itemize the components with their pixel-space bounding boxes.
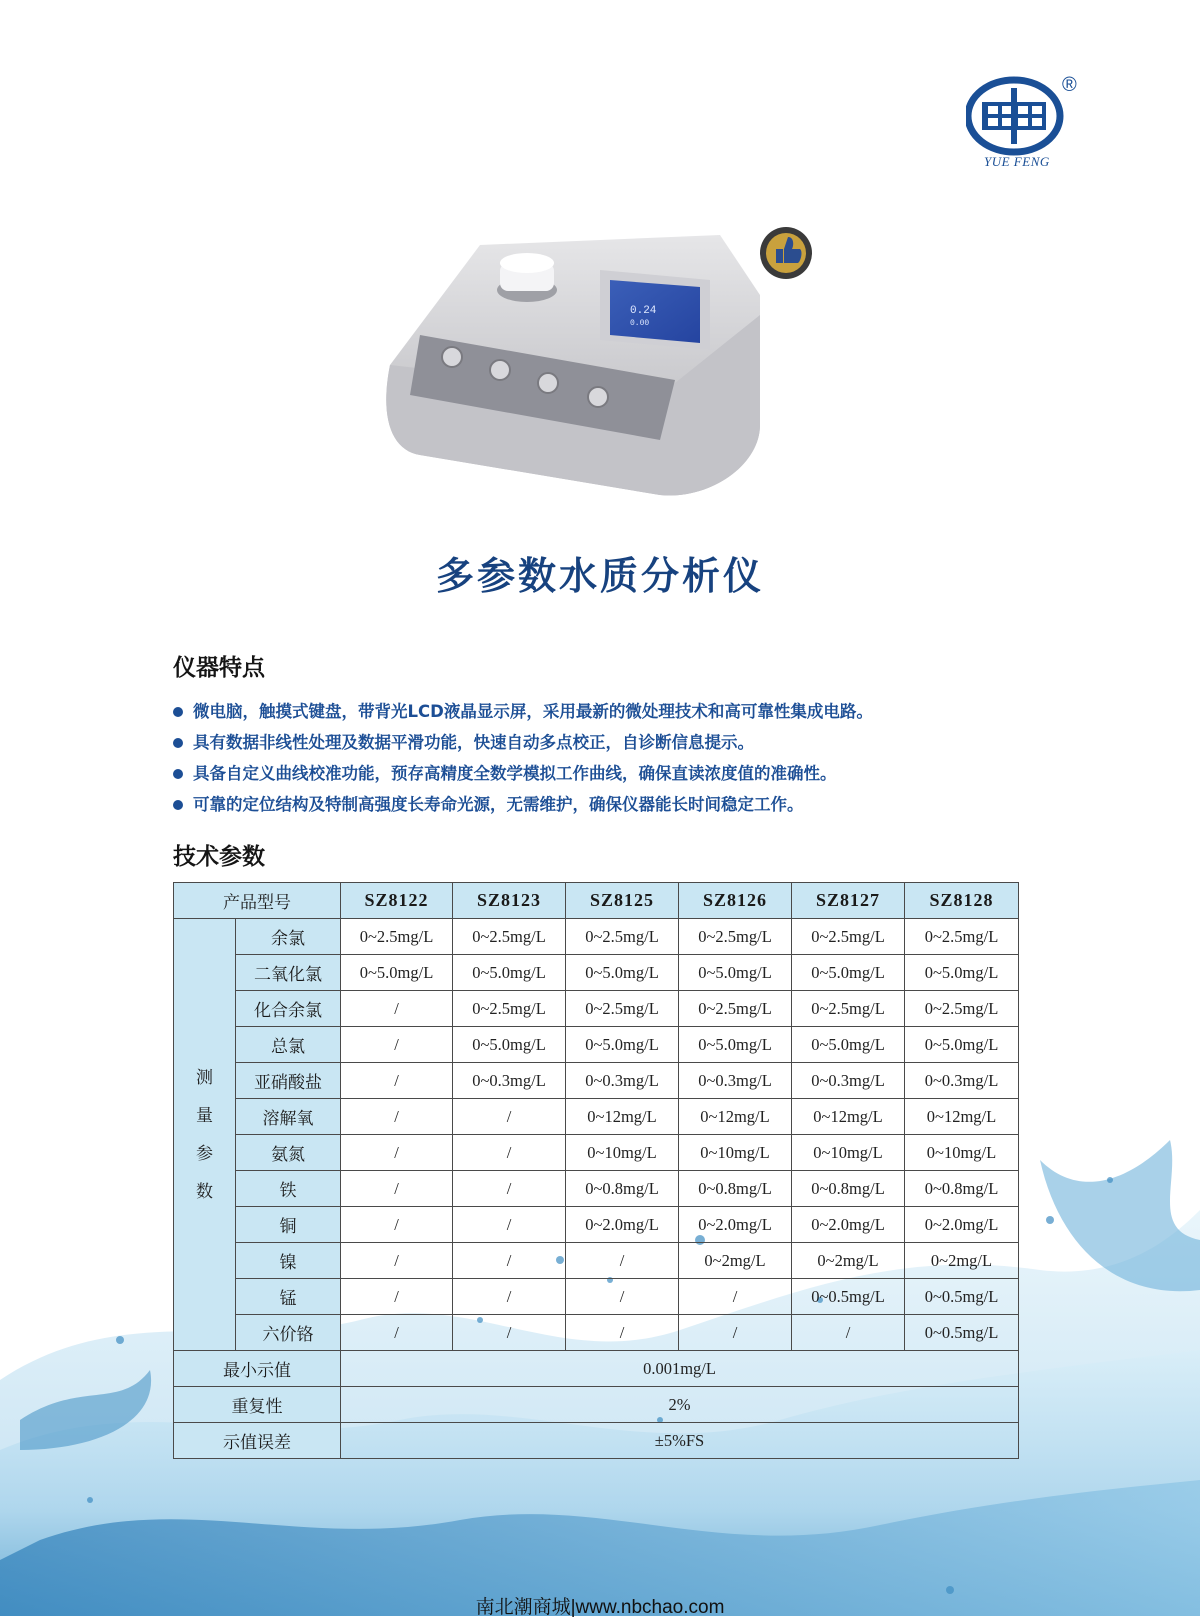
table-row (174, 1027, 1019, 1063)
parameter-name: 溶解氧 (236, 1099, 341, 1135)
parameter-range-cell: 0~0.8mg/L (679, 1171, 792, 1207)
features-list (173, 696, 1053, 820)
summary-label: 最小示值 (174, 1351, 341, 1387)
bullet-icon (173, 738, 183, 748)
table-row (174, 955, 1019, 991)
feature-text: 可靠的定位结构及特制高强度长寿命光源，无需维护，确保仪器能长时间稳定工作。 (193, 795, 804, 814)
parameter-name: 二氧化氯 (236, 955, 341, 991)
brand-name: YUE FENG (984, 154, 1050, 169)
parameter-range-cell: 0~0.3mg/L (679, 1063, 792, 1099)
parameter-range-cell: 0~5.0mg/L (905, 955, 1019, 991)
parameter-name: 锰 (236, 1279, 341, 1315)
table-row (174, 991, 1019, 1027)
parameter-name: 铜 (236, 1207, 341, 1243)
parameter-range-cell: 0~2.5mg/L (341, 919, 453, 955)
parameter-range-cell: 0~5.0mg/L (566, 1027, 679, 1063)
summary-label: 示值误差 (174, 1423, 341, 1459)
parameter-range-cell: 0~5.0mg/L (453, 1027, 566, 1063)
parameter-range-cell: 0~0.3mg/L (792, 1063, 905, 1099)
parameter-range-cell: / (453, 1099, 566, 1135)
model-header: SZ8126 (679, 883, 792, 919)
table-row (174, 919, 1019, 955)
parameter-range-cell: 0~0.5mg/L (905, 1279, 1019, 1315)
parameter-range-cell: 0~2.5mg/L (453, 991, 566, 1027)
spec-table (173, 882, 1019, 1459)
parameter-range-cell: / (453, 1279, 566, 1315)
parameter-range-cell: / (341, 1243, 453, 1279)
summary-value: 0.001mg/L (341, 1351, 1019, 1387)
parameter-name: 亚硝酸盐 (236, 1063, 341, 1099)
parameter-range-cell: 0~12mg/L (679, 1099, 792, 1135)
group-label-char: 量 (196, 1105, 213, 1126)
parameter-range-cell: 0~5.0mg/L (679, 955, 792, 991)
parameter-range-cell: / (341, 1063, 453, 1099)
parameter-range-cell: 0~0.5mg/L (905, 1315, 1019, 1351)
company-logo (966, 74, 1086, 174)
feature-item (173, 789, 1053, 820)
parameter-range-cell: 0~0.3mg/L (453, 1063, 566, 1099)
registered-mark: ® (1062, 74, 1077, 96)
summary-rows (174, 1351, 1019, 1459)
parameter-range-cell: 0~2mg/L (679, 1243, 792, 1279)
parameter-range-cell: / (566, 1279, 679, 1315)
parameter-range-cell: 0~2.5mg/L (905, 919, 1019, 955)
feature-text: 具备自定义曲线校准功能，预存高精度全数学模拟工作曲线，确保直读浓度值的准确性。 (193, 764, 837, 783)
parameter-range-cell: 0~2.0mg/L (679, 1207, 792, 1243)
parameter-range-cell: 0~0.5mg/L (792, 1279, 905, 1315)
parameter-range-cell: 0~5.0mg/L (792, 1027, 905, 1063)
group-label-char: 测 (196, 1067, 213, 1088)
parameter-range-cell: 0~2.5mg/L (566, 991, 679, 1027)
model-header: SZ8127 (792, 883, 905, 919)
parameter-range-cell: 0~0.3mg/L (905, 1063, 1019, 1099)
parameter-range-cell: 0~2.0mg/L (792, 1207, 905, 1243)
parameter-range-cell: 0~12mg/L (792, 1099, 905, 1135)
parameter-name: 余氯 (236, 919, 341, 955)
parameter-range-cell: 0~5.0mg/L (341, 955, 453, 991)
parameter-range-cell: 0~2.5mg/L (453, 919, 566, 955)
bullet-icon (173, 769, 183, 779)
parameter-range-cell: 0~0.8mg/L (566, 1171, 679, 1207)
parameter-range-cell: / (679, 1279, 792, 1315)
table-row (174, 1135, 1019, 1171)
feature-text: 具有数据非线性处理及数据平滑功能，快速自动多点校正，自诊断信息提示。 (193, 733, 754, 752)
parameter-range-cell: 0~2.0mg/L (566, 1207, 679, 1243)
table-row (174, 1171, 1019, 1207)
parameter-range-cell: / (679, 1315, 792, 1351)
parameter-range-cell: / (341, 1279, 453, 1315)
parameter-range-cell: / (453, 1171, 566, 1207)
parameter-range-cell: / (341, 1027, 453, 1063)
parameter-range-cell: / (566, 1315, 679, 1351)
group-label-char: 数 (196, 1181, 213, 1202)
parameter-range-cell: / (341, 991, 453, 1027)
parameter-range-cell: / (792, 1315, 905, 1351)
parameter-range-cell: / (341, 1171, 453, 1207)
parameter-name: 氨氮 (236, 1135, 341, 1171)
parameter-range-cell: / (453, 1315, 566, 1351)
parameter-name: 化合余氯 (236, 991, 341, 1027)
group-label-char: 参 (196, 1143, 213, 1164)
table-row (174, 1279, 1019, 1315)
features-heading: 仪器特点 (173, 655, 265, 681)
parameter-name: 总氯 (236, 1027, 341, 1063)
parameter-name: 铁 (236, 1171, 341, 1207)
parameter-range-cell: / (341, 1135, 453, 1171)
summary-value: 2% (341, 1387, 1019, 1423)
parameter-range-cell: / (341, 1207, 453, 1243)
parameter-range-cell: 0~10mg/L (905, 1135, 1019, 1171)
parameter-range-cell: / (453, 1207, 566, 1243)
parameter-range-cell: / (566, 1243, 679, 1279)
bullet-icon (173, 707, 183, 717)
parameter-range-cell: 0~10mg/L (566, 1135, 679, 1171)
table-row (174, 1243, 1019, 1279)
parameter-range-cell: 0~0.8mg/L (905, 1171, 1019, 1207)
table-row (174, 1099, 1019, 1135)
parameter-range-cell: 0~5.0mg/L (453, 955, 566, 991)
model-header: SZ8122 (341, 883, 453, 919)
svg-text:0.00: 0.00 (630, 319, 650, 328)
feature-text: 微电脑，触摸式键盘，带背光LCD液晶显示屏，采用最新的微处理技术和高可靠性集成电路。 (193, 702, 873, 721)
parameter-range-cell: 0~5.0mg/L (792, 955, 905, 991)
page-title: 多参数水质分析仪 (435, 554, 764, 598)
svg-text:0.24: 0.24 (630, 305, 657, 317)
parameter-name: 六价铬 (236, 1315, 341, 1351)
parameter-range-cell: 0~0.8mg/L (792, 1171, 905, 1207)
parameter-range-cell: 0~2.5mg/L (792, 919, 905, 955)
parameter-range-cell: 0~12mg/L (905, 1099, 1019, 1135)
parameter-range-cell: 0~0.3mg/L (566, 1063, 679, 1099)
parameter-range-cell: 0~12mg/L (566, 1099, 679, 1135)
parameter-range-cell: / (341, 1099, 453, 1135)
parameter-range-cell: 0~2mg/L (905, 1243, 1019, 1279)
parameter-range-cell: 0~5.0mg/L (679, 1027, 792, 1063)
parameter-range-cell: / (453, 1135, 566, 1171)
yue-feng-emblem-icon (966, 74, 1066, 156)
parameter-range-cell: / (341, 1315, 453, 1351)
parameter-range-cell: 0~2.0mg/L (905, 1207, 1019, 1243)
summary-label: 重复性 (174, 1387, 341, 1423)
feature-item (173, 727, 1053, 758)
parameter-range-cell: / (453, 1243, 566, 1279)
parameter-range-cell: 0~2.5mg/L (905, 991, 1019, 1027)
measurement-group-label (174, 919, 236, 1351)
parameter-range-cell: 0~10mg/L (792, 1135, 905, 1171)
parameter-range-cell: 0~2.5mg/L (679, 919, 792, 955)
specs-heading: 技术参数 (173, 844, 265, 870)
feature-item (173, 696, 1053, 727)
model-header: SZ8123 (453, 883, 566, 919)
model-label-header: 产品型号 (174, 883, 341, 919)
model-header: SZ8128 (905, 883, 1019, 919)
summary-row (174, 1351, 1019, 1387)
model-header: SZ8125 (566, 883, 679, 919)
table-header-row (174, 883, 1019, 919)
parameter-range-cell: 0~5.0mg/L (566, 955, 679, 991)
parameter-rows (174, 919, 1019, 1351)
footer-text: 南北潮商城|www.nbchao.com (475, 1597, 725, 1618)
summary-row (174, 1387, 1019, 1423)
table-row (174, 1207, 1019, 1243)
parameter-range-cell: 0~2.5mg/L (792, 991, 905, 1027)
thumbs-up-badge-icon (760, 227, 812, 279)
parameter-range-cell: 0~2.5mg/L (679, 991, 792, 1027)
parameter-range-cell: 0~2mg/L (792, 1243, 905, 1279)
table-row (174, 1315, 1019, 1351)
parameter-name: 镍 (236, 1243, 341, 1279)
feature-item (173, 758, 1053, 789)
product-device-image (380, 225, 850, 515)
table-row (174, 1063, 1019, 1099)
parameter-range-cell: 0~5.0mg/L (905, 1027, 1019, 1063)
summary-value: ±5%FS (341, 1423, 1019, 1459)
parameter-range-cell: 0~2.5mg/L (566, 919, 679, 955)
bullet-icon (173, 800, 183, 810)
parameter-range-cell: 0~10mg/L (679, 1135, 792, 1171)
summary-row (174, 1423, 1019, 1459)
